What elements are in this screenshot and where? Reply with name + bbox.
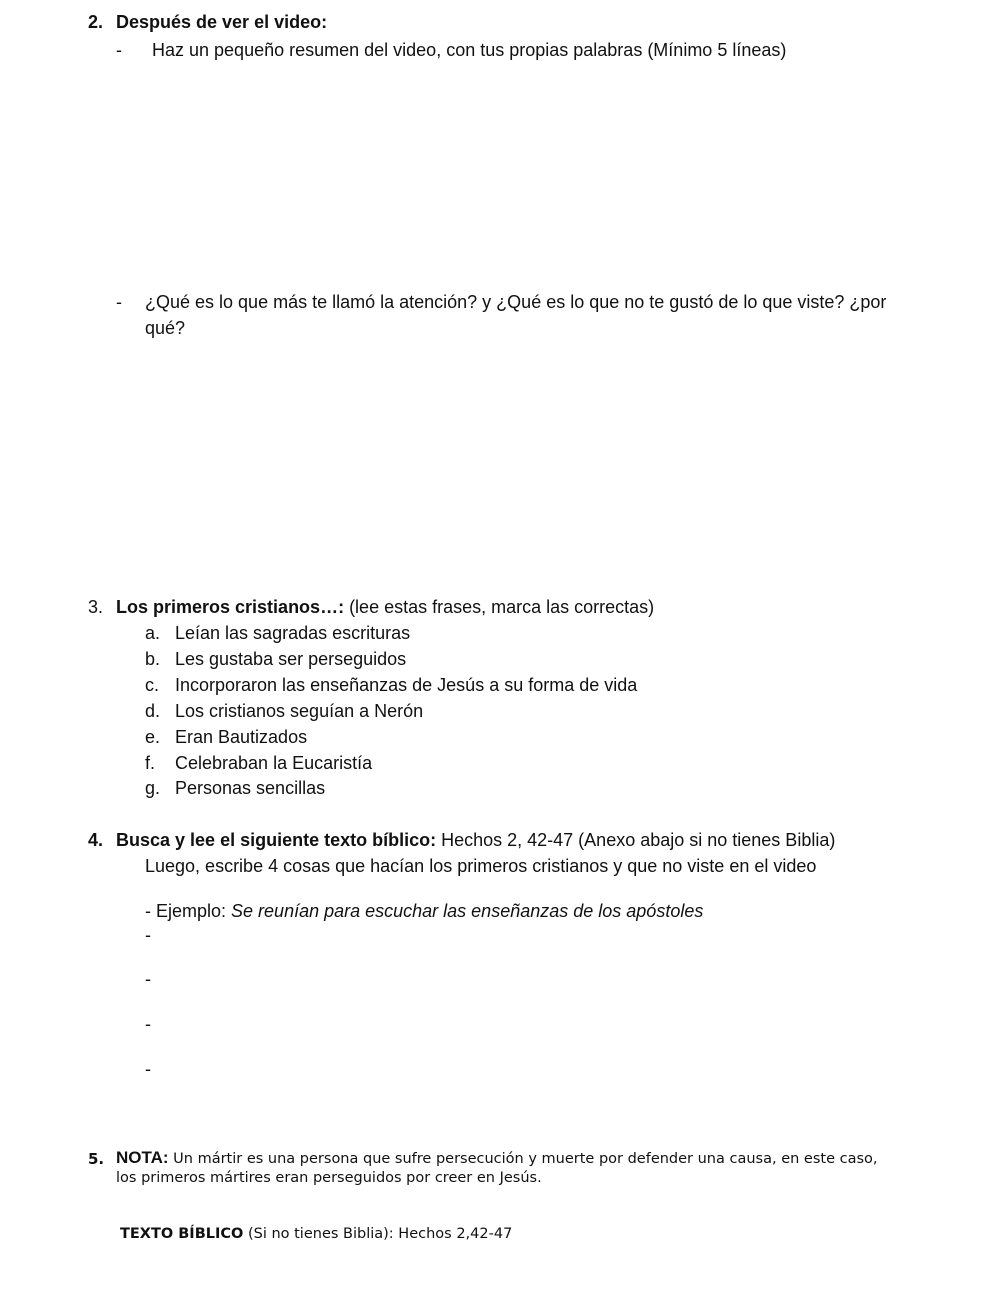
q3-option-f-text: Celebraban la Eucaristía: [175, 753, 373, 773]
biblical-text-heading: [120, 1222, 512, 1243]
q3-option-e-letter: e.: [145, 727, 161, 747]
q5-note-line1: [116, 1147, 878, 1168]
q2-item1-text: Haz un pequeño resumen del video, con tus propias palabras (Mínimo 5 líneas): [152, 40, 787, 60]
q3-option-g-text: Personas sencillas: [175, 778, 326, 798]
q2-number: 2.: [88, 12, 104, 32]
q4-blank-bullet-2: -: [145, 969, 151, 989]
q4-blank-bullet-4: -: [145, 1059, 151, 1079]
q4-title: [116, 830, 835, 851]
q3-option-d-letter: d.: [145, 701, 161, 721]
q4-instruction: Luego, escribe 4 cosas que hacían los primeros cristianos y que no viste en el video: [145, 856, 817, 876]
q4-title-bold: Busca y lee el siguiente texto bíblico:: [116, 830, 437, 850]
q4-number: 4.: [88, 830, 104, 850]
q3-number: 3.: [88, 597, 104, 617]
q3-title-bold: Los primeros cristianos…:: [116, 597, 345, 617]
q3-option-b-text: Les gustaba ser perseguidos: [175, 649, 407, 669]
q5-note-text: Un mártir es una persona que sufre persecución y muerte por defender una causa, en este caso,: [168, 1151, 878, 1167]
q4-example: [145, 901, 703, 922]
q5-number: 5.: [88, 1150, 105, 1168]
q3-option-f-letter: f.: [145, 753, 156, 773]
q3-option-b-letter: b.: [145, 649, 161, 669]
q2-item1-bullet: -: [116, 40, 122, 60]
q3-option-a-text: Leían las sagradas escrituras: [175, 623, 411, 643]
q4-example-label: - Ejemplo:: [145, 901, 232, 921]
q5-note-label: NOTA:: [116, 1148, 169, 1167]
q3-option-c-letter: c.: [145, 675, 160, 695]
q4-blank-bullet-1: -: [145, 925, 151, 945]
q3-title: [116, 597, 654, 618]
q3-title-rest: (lee estas frases, marca las correctas): [344, 597, 655, 617]
biblical-text-label: TEXTO BÍBLICO: [120, 1226, 244, 1242]
q3-option-d-text: Los cristianos seguían a Nerón: [175, 701, 424, 721]
q2-title: Después de ver el video:: [116, 12, 328, 32]
q4-title-rest: Hechos 2, 42-47 (Anexo abajo si no tienes Biblia): [436, 830, 836, 850]
biblical-text-rest: (Si no tienes Biblia): Hechos 2,42-47: [243, 1226, 513, 1242]
q2-item2-bullet: -: [116, 292, 122, 312]
q2-item2-line2: qué?: [145, 318, 186, 338]
q3-option-a-letter: a.: [145, 623, 161, 643]
q2-item2-line1: ¿Qué es lo que más te llamó la atención? y ¿Qué es lo que no te gustó de lo que viste? ¿por: [145, 292, 887, 312]
q4-example-text: Se reunían para escuchar las enseñanzas de los apóstoles: [231, 901, 704, 921]
q5-note-line2: los primeros mártires eran perseguidos por creer en Jesús.: [116, 1170, 542, 1186]
q3-option-g-letter: g.: [145, 778, 161, 798]
q3-option-c-text: Incorporaron las enseñanzas de Jesús a su forma de vida: [175, 675, 638, 695]
q4-blank-bullet-3: -: [145, 1014, 151, 1034]
q3-option-e-text: Eran Bautizados: [175, 727, 308, 747]
